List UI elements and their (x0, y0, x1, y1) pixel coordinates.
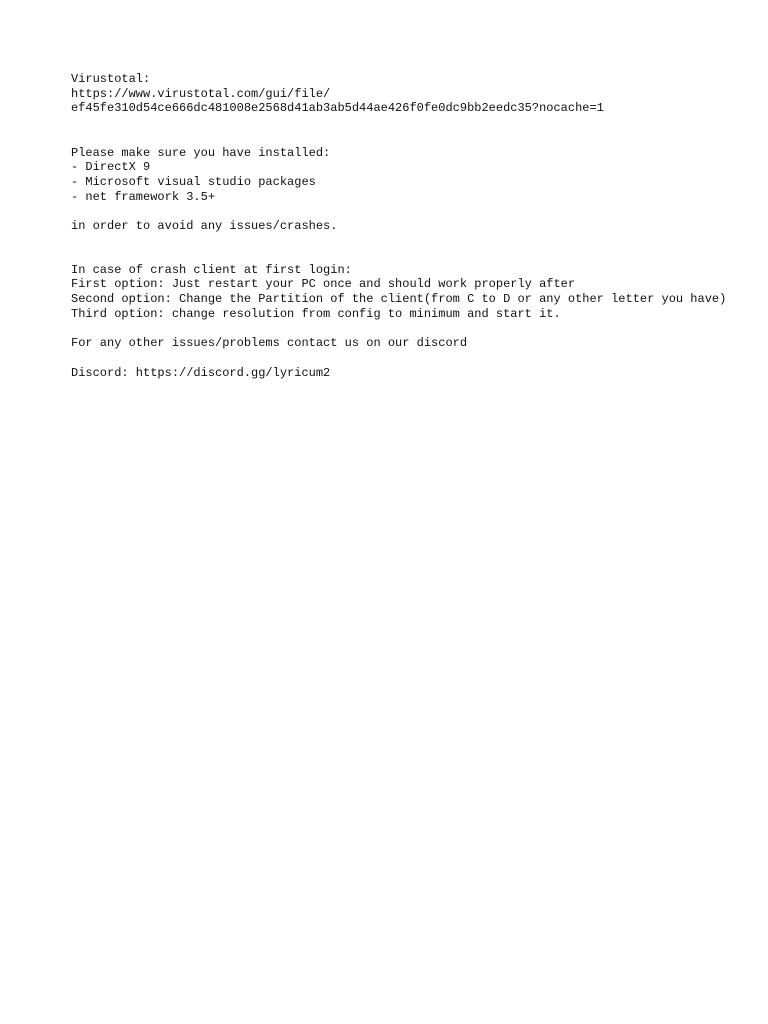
virustotal-url-line-1[interactable]: https://www.virustotal.com/gui/file/ (71, 86, 331, 101)
crash-second-option: Second option: Change the Partition of the client(from C to D or any other letter you have) (71, 291, 727, 306)
crash-first-option: First option: Just restart your PC once and should work properly after (71, 277, 576, 292)
requirements-intro: Please make sure you have installed: (71, 145, 331, 160)
requirement-item: - Microsoft visual studio packages (71, 174, 316, 189)
contact-text: For any other issues/problems contact us on our discord (71, 336, 468, 351)
crash-third-option: Third option: change resolution from config to minimum and start it. (71, 306, 561, 321)
contact-section (71, 336, 731, 380)
crash-help-section (71, 263, 731, 321)
virustotal-url-line-2[interactable]: ef45fe310d54ce666dc481008e2568d41ab3ab5d44ae426f0fe0dc9bb2eedc35?nocache=1 (71, 101, 604, 116)
virustotal-label: Virustotal: (71, 72, 151, 86)
requirement-item: - net framework 3.5+ (71, 189, 216, 204)
crash-help-intro: In case of crash client at first login: (71, 262, 352, 277)
document-body (71, 72, 731, 380)
virustotal-section (71, 72, 731, 116)
requirements-section (71, 146, 731, 234)
discord-link[interactable]: Discord: https://discord.gg/lyricum2 (71, 365, 331, 380)
requirement-item: - DirectX 9 (71, 160, 151, 175)
requirements-outro: in order to avoid any issues/crashes. (71, 219, 338, 234)
